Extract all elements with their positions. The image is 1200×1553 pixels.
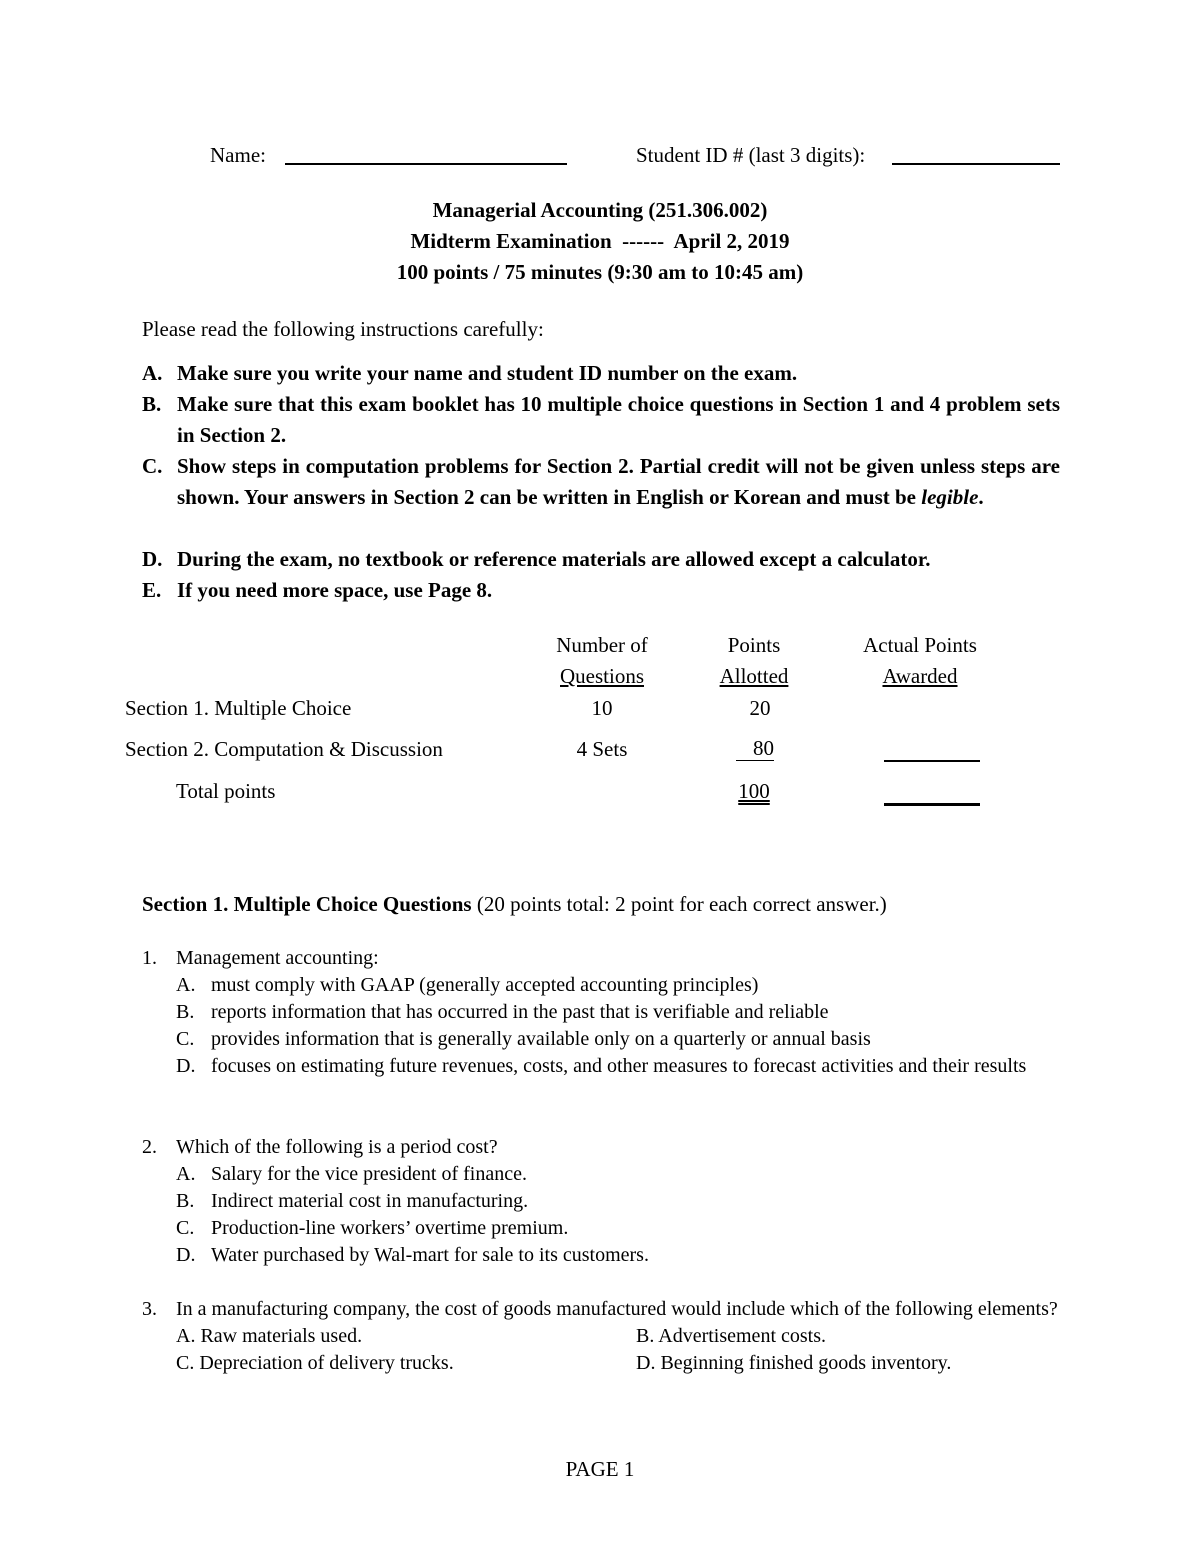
option-text: Indirect material cost in manufacturing. (211, 1190, 529, 1212)
name-label: Name: (210, 143, 266, 167)
option-text: Raw materials used. (200, 1325, 363, 1347)
instruction-item (142, 451, 1060, 513)
question-2 (142, 1134, 1060, 1269)
answer-option[interactable] (636, 1350, 951, 1377)
answer-option[interactable] (176, 1161, 1060, 1188)
row-questions: 4 Sets (576, 737, 628, 761)
instruction-text-part: Show steps in computation problems for Section 2. Partial credit will not be given unless steps are shown. Your answers in Section 2 can be written in English or Korean and must be (177, 454, 1060, 509)
column-header-questions: Questions (560, 664, 644, 688)
option-text: Beginning finished goods inventory. (660, 1352, 952, 1374)
option-label: D. (176, 1055, 196, 1077)
instruction-text: Make sure you write your name and student ID number on the exam. (177, 361, 798, 385)
instruction-label: A. (142, 361, 163, 385)
option-text: focuses on estimating future revenues, costs, and other measures to forecast activities and their results (211, 1055, 1027, 1077)
row-questions: 10 (591, 696, 613, 720)
total-label: Total points (176, 779, 276, 803)
column-header-awarded-top: Actual Points (863, 633, 977, 657)
instruction-label: E. (142, 578, 162, 602)
option-label: A. (176, 974, 196, 996)
row-points: 20 (749, 696, 771, 720)
instruction-label: D. (142, 547, 163, 571)
row-points: 80 (736, 737, 774, 761)
section1-heading-bold: Section 1. Multiple Choice Questions (142, 892, 472, 916)
question-number: 3. (142, 1298, 157, 1320)
instruction-text-part: . (978, 485, 984, 509)
instruction-item (142, 575, 1060, 606)
instruction-text-emphasis: legible (921, 485, 979, 509)
option-label: B. (176, 1001, 195, 1023)
exam-points-duration: 100 points / 75 minutes (9:30 am to 10:45 am) (396, 260, 804, 284)
answer-option[interactable] (176, 1188, 1060, 1215)
answer-option[interactable] (176, 1323, 362, 1350)
option-text: Depreciation of delivery trucks. (199, 1352, 454, 1374)
option-text: Water purchased by Wal-mart for sale to its customers. (211, 1244, 649, 1266)
student-id-label: Student ID # (last 3 digits): (636, 143, 866, 167)
course-title: Managerial Accounting (251.306.002) (432, 198, 768, 222)
instruction-item (142, 544, 1060, 575)
question-stem: In a manufacturing company, the cost of goods manufactured would include which of the following elements? (176, 1298, 1058, 1320)
column-header-points-top: Points (727, 633, 781, 657)
option-label: A. (176, 1163, 196, 1185)
option-label: D. (176, 1244, 196, 1266)
column-header-awarded: Awarded (882, 664, 958, 688)
answer-option-row (176, 1350, 1060, 1377)
option-text: reports information that has occurred in the past that is verifiable and reliable (211, 1001, 829, 1023)
question-3 (142, 1296, 1060, 1377)
instruction-text: During the exam, no textbook or reference materials are allowed except a calculator. (177, 547, 931, 571)
total-awarded-blank-line[interactable] (884, 803, 980, 806)
row-label: Section 2. Computation & Discussion (125, 737, 443, 761)
option-text: provides information that is generally available only on a quarterly or annual basis (211, 1028, 871, 1050)
answer-option[interactable] (176, 972, 1060, 999)
answer-option-row (176, 1323, 1060, 1350)
column-header-points: Allotted (719, 664, 789, 688)
option-label: C. (176, 1352, 195, 1374)
awarded-blank-line[interactable] (884, 760, 980, 762)
instruction-text: Make sure that this exam booklet has 10 multiple choice questions in Section 1 and 4 problem sets in Section 2. (177, 392, 1060, 447)
option-text: Salary for the vice president of finance. (211, 1163, 527, 1185)
option-text: Advertisement costs. (658, 1325, 826, 1347)
student-id-blank-line[interactable] (892, 163, 1060, 165)
question-stem: Which of the following is a period cost? (176, 1136, 498, 1158)
option-label: C. (176, 1028, 195, 1050)
exam-title: Midterm Examination ------ April 2, 2019 (410, 229, 790, 253)
answer-option[interactable] (176, 999, 1060, 1026)
instructions-intro: Please read the following instructions carefully: (142, 317, 544, 341)
question-1 (142, 945, 1060, 1080)
column-header-questions-top: Number of (556, 633, 648, 657)
question-stem: Management accounting: (176, 947, 379, 969)
answer-option[interactable] (176, 1350, 454, 1377)
page-number: PAGE 1 (565, 1457, 635, 1481)
question-number: 1. (142, 947, 157, 969)
instruction-text (177, 451, 1060, 513)
section1-heading-note: (20 points total: 2 point for each correct answer.) (471, 892, 887, 916)
answer-option[interactable] (176, 1026, 1060, 1053)
answer-option[interactable] (636, 1323, 826, 1350)
total-points: 100 (738, 779, 770, 803)
option-label: B. (636, 1325, 655, 1347)
option-label: C. (176, 1217, 195, 1239)
instruction-label: B. (142, 392, 162, 416)
option-label: B. (176, 1190, 195, 1212)
option-text: Production-line workers’ overtime premium. (211, 1217, 569, 1239)
option-label: D. (636, 1352, 656, 1374)
answer-option[interactable] (176, 1215, 1060, 1242)
instruction-item (142, 389, 1060, 451)
instruction-item (142, 358, 1060, 389)
option-label: A. (176, 1325, 196, 1347)
row-label: Section 1. Multiple Choice (125, 696, 352, 720)
section1-heading (142, 892, 887, 917)
answer-option[interactable] (176, 1242, 1060, 1269)
instruction-label: C. (142, 454, 163, 478)
name-blank-line[interactable] (285, 163, 567, 165)
option-text: must comply with GAAP (generally accepted accounting principles) (211, 974, 759, 996)
question-number: 2. (142, 1136, 157, 1158)
answer-option[interactable] (176, 1053, 1060, 1080)
instruction-text: If you need more space, use Page 8. (177, 578, 493, 602)
